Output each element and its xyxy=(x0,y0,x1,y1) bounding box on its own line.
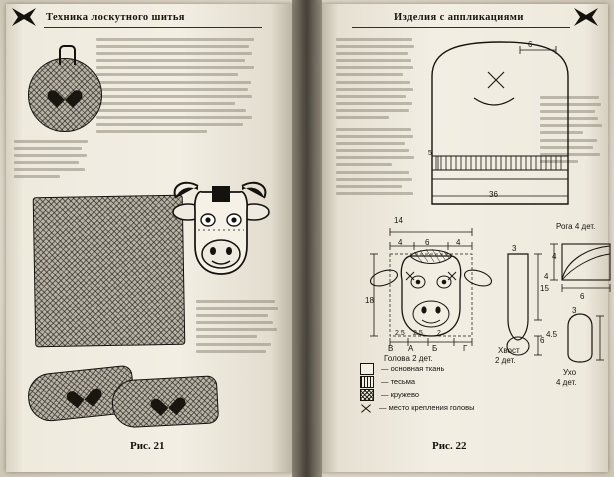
head-dim-bottom-3: 2 xyxy=(437,330,441,337)
tail-dim-width: 3 xyxy=(512,244,517,253)
cross-mark-icon xyxy=(360,403,372,413)
head-corner-b: Б xyxy=(432,344,438,353)
horns-dim-2: 4 xyxy=(544,272,549,281)
potholder-loop xyxy=(59,45,76,65)
legend-row-attachment xyxy=(360,401,475,414)
header-rule-left xyxy=(44,27,262,28)
illustration-cow-head xyxy=(168,168,276,286)
head-dim-total-width: 14 xyxy=(394,216,403,225)
tail-dim-length: 15 xyxy=(540,284,549,293)
swatch-plain-icon xyxy=(360,363,374,375)
tail-dim-tip: 6 xyxy=(540,336,545,345)
tail-title: Хвост xyxy=(498,346,520,355)
left-figure-caption: Рис. 21 xyxy=(130,440,165,452)
head-dim-bottom-1: 2.5 xyxy=(395,330,405,337)
legend-label-ribbon: — тесьма xyxy=(381,377,416,386)
legend-row-ribbon xyxy=(360,375,475,388)
head-pattern-title: Голова 2 дет. xyxy=(384,354,433,363)
legend xyxy=(360,362,475,414)
header-rule-right xyxy=(352,27,570,28)
legend-label-attachment: — место крепления головы xyxy=(379,403,475,412)
illustration-apron xyxy=(33,195,186,348)
tail-subtitle: 2 дет. xyxy=(495,356,516,365)
ear-title: Ухо xyxy=(563,368,577,377)
ornament-icon xyxy=(10,6,38,28)
left-text-block-side xyxy=(14,140,88,183)
legend-label-fabric: — основная ткань xyxy=(381,364,445,373)
heart-applique xyxy=(54,83,76,103)
ornament-icon-right xyxy=(572,6,600,28)
left-page-header: Техника лоскутного шитья xyxy=(46,12,185,23)
right-figure-caption: Рис. 22 xyxy=(432,440,467,452)
apron-width-dim: 36 xyxy=(489,190,498,199)
ear-dim-width: 3 xyxy=(572,306,577,315)
right-page-header: Изделия с аппликациями xyxy=(394,12,524,23)
head-dim-height: 18 xyxy=(365,296,374,305)
horns-title: Рога 4 дет. xyxy=(556,222,596,231)
head-dim-bottom-2: 2.5 xyxy=(413,330,423,337)
legend-label-lace: — кружево xyxy=(381,390,420,399)
legend-row-lace xyxy=(360,388,475,401)
swatch-lace-icon xyxy=(360,389,374,401)
heart-applique-mitt-1 xyxy=(72,382,96,404)
head-corner-v: В xyxy=(388,344,394,353)
book-gutter xyxy=(292,0,322,477)
left-text-block-top xyxy=(96,38,254,137)
right-text-block-top xyxy=(336,38,414,123)
head-dim-top-1: 4 xyxy=(398,238,403,247)
left-text-block-lower xyxy=(196,300,278,357)
legend-row-fabric xyxy=(360,362,475,375)
illustration-round-potholder xyxy=(28,58,102,132)
ear-subtitle: 4 дет. xyxy=(556,378,577,387)
apron-band-dim: 5 xyxy=(428,150,432,157)
head-dim-top-3: 4 xyxy=(456,238,461,247)
head-corner-g: Г xyxy=(463,344,468,353)
heart-applique-mitt-2 xyxy=(156,390,179,411)
right-text-block-mid xyxy=(336,128,414,199)
horns-dim-3: 6 xyxy=(580,292,585,301)
illustration-mitt-2 xyxy=(111,375,219,428)
apron-top-dim: 6 xyxy=(528,40,533,49)
ear-dim-height: 4.5 xyxy=(546,330,558,339)
swatch-ribbon-icon xyxy=(360,376,374,388)
head-dim-top-2: 6 xyxy=(425,238,430,247)
head-corner-a: А xyxy=(408,344,414,353)
horns-dim-1: 4 xyxy=(552,252,557,261)
